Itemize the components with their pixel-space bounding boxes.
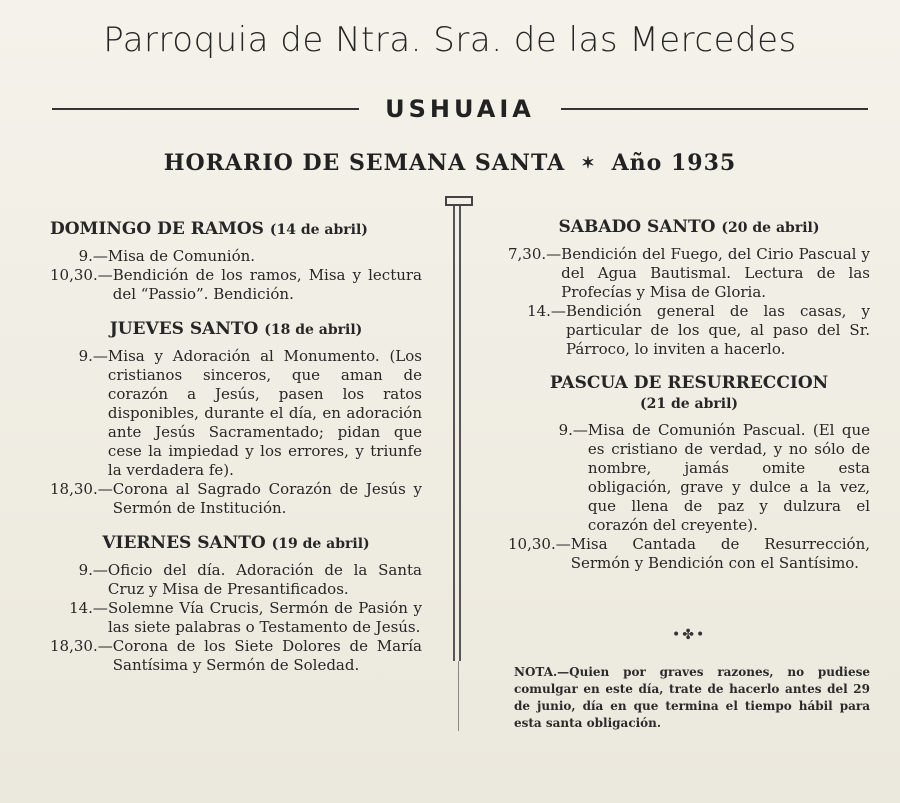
day-heading: [50, 532, 422, 555]
entry-text: Corona al Sagrado Corazón de Jesús y Sermón de Institución.: [112, 480, 422, 517]
schedule-entry: [50, 599, 422, 637]
title-text: HORARIO DE SEMANA SANTA: [163, 150, 566, 176]
schedule-title: [0, 150, 900, 176]
schedule-entry: [50, 561, 422, 599]
entry-text: Bendición de los ramos, Misa y lectura del “Passio”. Bendición.: [112, 266, 422, 303]
day-name: PASCUA DE RESURRECCION: [549, 373, 829, 393]
entry-time: 18,30.—: [50, 480, 113, 498]
entry-time: 9.—: [530, 421, 588, 439]
schedule-entry: [508, 302, 870, 359]
day-date: (19 de abril): [271, 536, 370, 552]
day-heading: [50, 318, 422, 341]
right-rule: [561, 108, 868, 110]
section-sabado-santo: [508, 216, 870, 359]
schedule-entry: [508, 535, 870, 573]
day-heading: [508, 216, 870, 239]
city-heading-row: [52, 92, 868, 126]
day-date: (18 de abril): [264, 322, 363, 338]
schedule-entry: [50, 637, 422, 675]
day-heading: [508, 373, 870, 415]
day-date: (20 de abril): [721, 220, 820, 236]
day-name: DOMINGO DE RAMOS: [50, 219, 264, 239]
schedule-entry: [50, 247, 422, 266]
column-divider-tail: [458, 661, 459, 731]
schedule-entry: [50, 347, 422, 480]
section-viernes-santo: [50, 532, 422, 675]
day-name: JUEVES SANTO: [109, 319, 259, 339]
entry-time: 18,30.—: [50, 637, 113, 655]
entry-time: 10,30.—: [508, 535, 571, 553]
entry-time: 9.—: [50, 561, 108, 579]
right-column: [508, 216, 870, 587]
entry-time: 9.—: [50, 347, 108, 365]
parish-name: Parroquia de Ntra. Sra. de las Mercedes: [103, 20, 797, 60]
schedule-entry: [50, 480, 422, 518]
day-name: SABADO SANTO: [558, 217, 716, 237]
section-jueves-santo: [50, 318, 422, 518]
entry-text: Misa Cantada de Resurrección, Sermón y Bendición con el Santísimo.: [570, 535, 870, 572]
section-pascua-de-resurreccion: [508, 373, 870, 573]
star-icon: ✶: [581, 153, 596, 172]
city-name: USHUAIA: [385, 95, 535, 123]
day-heading: [50, 218, 422, 241]
day-date: (14 de abril): [269, 222, 368, 238]
day-name: VIERNES SANTO: [102, 533, 266, 553]
entry-time: 9.—: [50, 247, 108, 265]
schedule-entry: [508, 421, 870, 535]
left-rule: [52, 108, 359, 110]
schedule-entry: [508, 245, 870, 302]
entry-text: Oficio del día. Adoración de la Santa Cruz y Misa de Presantificados.: [107, 561, 422, 598]
entry-text: Misa de Comunión.: [107, 247, 256, 265]
ornament-icon: •✤•: [672, 627, 707, 643]
entry-time: 14.—: [50, 599, 108, 617]
section-domingo-de-ramos: [50, 218, 422, 304]
entry-text: Bendición del Fuego, del Cirio Pascual y del Agua Bautismal. Lectura de las Profecías y Misa de Gloria.: [561, 245, 870, 301]
schedule-entry: [50, 266, 422, 304]
entry-text: Misa de Comunión Pascual. (El que es cristiano de verdad, y no sólo de nombre, jamás omite esta obligación, grave y dulce a la vez, que llena de paz y dulzura el corazón del creyente).: [587, 421, 870, 534]
left-column: [50, 218, 422, 689]
entry-time: 7,30.—: [508, 245, 562, 263]
entry-time: 10,30.—: [50, 266, 113, 284]
entry-text: Bendición general de las casas, y particular de los que, al paso del Sr. Párroco, lo inviten a hacerlo.: [565, 302, 870, 358]
entry-time: 14.—: [508, 302, 566, 320]
nota-text: NOTA.—Quien por graves razones, no pudiese comulgar en este día, trate de hacerlo antes del 29 de junio, día en que termina el tiempo hábil para esta santa obligación.: [514, 665, 870, 730]
entry-text: Misa y Adoración al Monumento. (Los cristianos sinceros, que aman de corazón a Jesús, pasen los ratos disponibles, durante el día, en adoración ante Jesús Sacramentado; pidan que cese la impiedad y los errores, y triunfe la verdadera fe).: [107, 347, 422, 479]
entry-text: Corona de los Siete Dolores de María Santísima y Sermón de Soledad.: [112, 637, 422, 674]
column-divider: [453, 206, 461, 661]
entry-text: Solemne Vía Crucis, Sermón de Pasión y las siete palabras o Testamento de Jesús.: [107, 599, 422, 636]
day-date: (21 de abril): [639, 396, 739, 412]
year-text: Año 1935: [611, 150, 737, 176]
column-divider-cap: [445, 196, 473, 206]
